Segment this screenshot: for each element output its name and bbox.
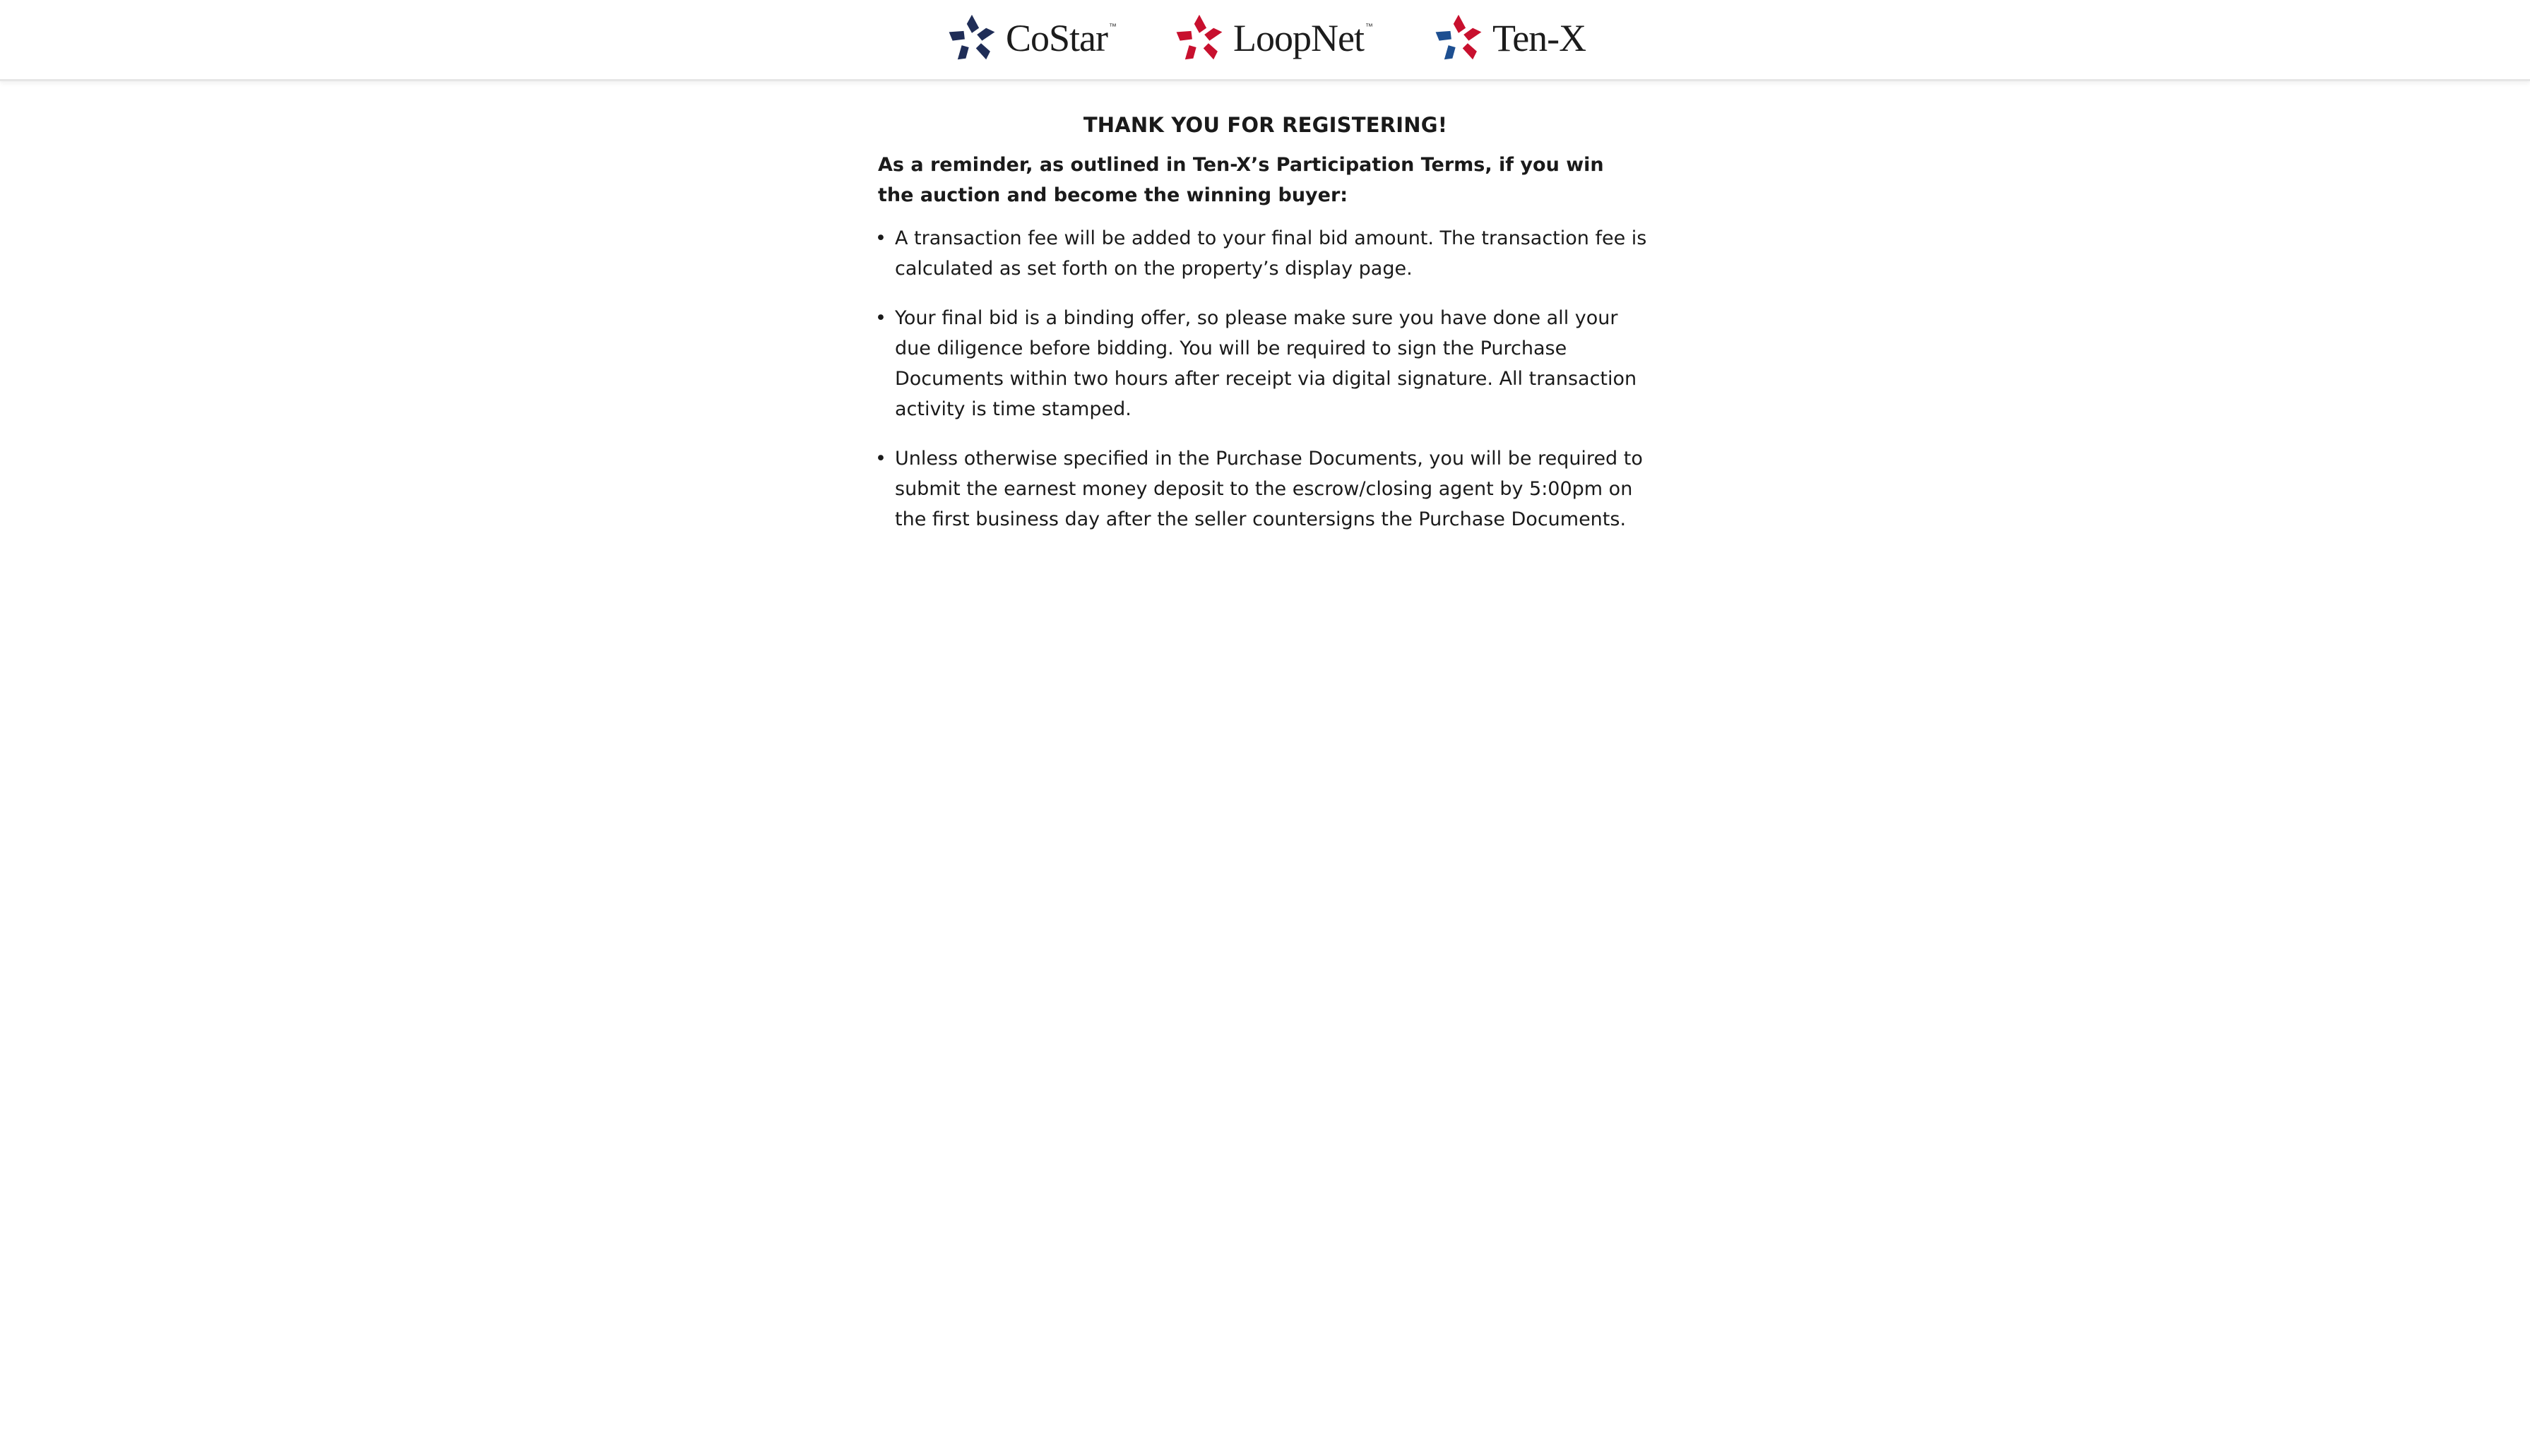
list-item (875, 303, 1651, 424)
terms-list (875, 223, 1655, 535)
loopnet-star-icon (1174, 13, 1225, 64)
list-item (875, 443, 1651, 535)
registration-confirmation (875, 106, 1655, 554)
costar-wordmark: CoStar ™ (1006, 17, 1117, 59)
reminder-intro: As a reminder, as outlined in Ten-X’s Participation Terms, if you win the auction and become the winning buyer: (878, 154, 1604, 206)
tenx-star-icon (1433, 13, 1484, 64)
list-item-text: Unless otherwise specified in the Purchase Documents, you will be required to submit the earnest money deposit to the escrow/closing agent by 5:00pm on the first business day after the seller countersigns the Purchase Documents. (895, 448, 1643, 530)
list-item (875, 223, 1651, 284)
tenx-logo-link[interactable] (1433, 10, 1586, 66)
bullet-icon: • (875, 448, 886, 470)
list-item-text: Your final bid is a binding offer, so please make sure you have done all your due diligence before bidding. You will be required to sign the Purchase Documents within two hours after receipt via digital signature. All transaction activity is time stamped. (895, 307, 1637, 420)
loopnet-logo-link[interactable] (1174, 10, 1372, 66)
costar-logo-link[interactable] (946, 10, 1116, 66)
loopnet-wordmark: LoopNet ™ (1233, 17, 1372, 59)
costar-star-icon (946, 13, 997, 64)
tenx-wordmark: Ten-X (1492, 17, 1586, 59)
bullet-icon: • (875, 227, 886, 249)
page-title: THANK YOU FOR REGISTERING! (1083, 113, 1448, 137)
top-header (0, 0, 2530, 81)
bullet-icon: • (875, 307, 886, 329)
list-item-text: A transaction fee will be added to your final bid amount. The transaction fee is calculated as set forth on the property’s display page. (895, 227, 1647, 280)
